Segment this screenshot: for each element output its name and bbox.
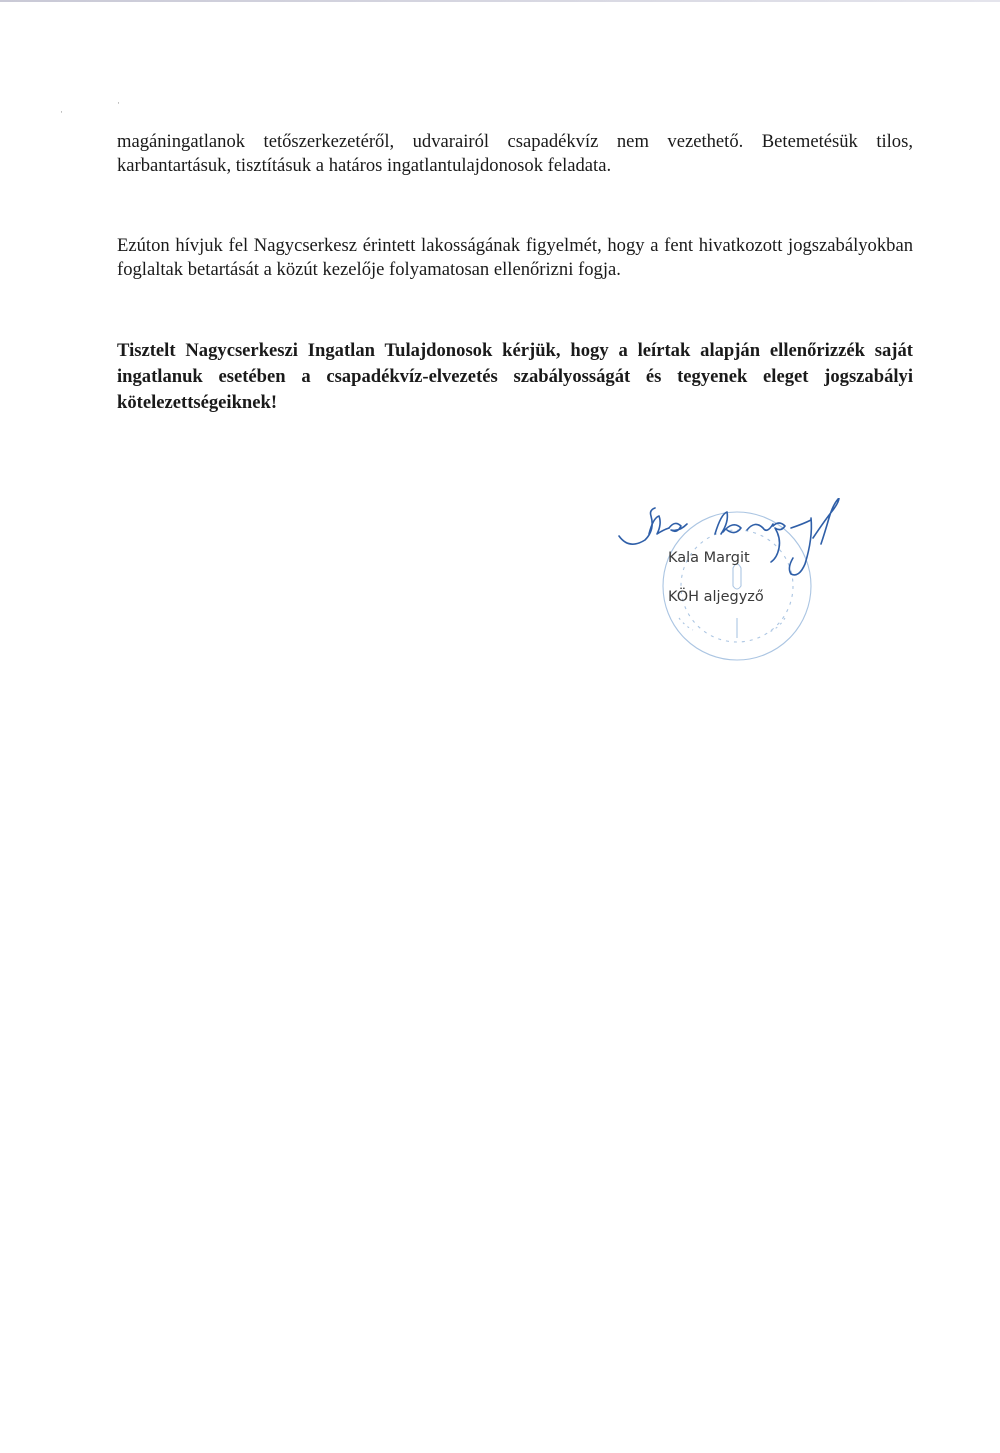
- scan-speck: ·: [60, 107, 63, 117]
- paragraph-request: Tisztelt Nagycserkeszi Ingatlan Tulajdonosok kérjük, hogy a leírtak alapján ellenőrizzék saját ingatlanuk esetében a csapadékvíz-elvezetés szabályosságát és tegyenek eleget jogszabályi kötelezettségeiknek!: [117, 340, 913, 413]
- signatory-title: KÖH aljegyző: [668, 589, 764, 605]
- signature-block: [615, 498, 865, 668]
- handwritten-signature: [615, 498, 865, 668]
- page-top-border: [0, 0, 1000, 2]
- scan-speck: ·: [117, 98, 120, 108]
- paragraph-notice: Ezúton hívjuk fel Nagycserkesz érintett lakosságának figyelmét, hogy a fent hivatkozott jogszabályokban foglaltak betartását a közút kezelője folyamatosan ellenőrizni fogja.: [117, 235, 913, 280]
- paragraph-drainage-rules: magáningatlanok tetőszerkezetéről, udvarairól csapadékvíz nem vezethető. Betemetésük tilos, karbantartásuk, tisztításuk a határos ingatlantulajdonosok feladata.: [117, 131, 913, 176]
- signatory-name: Kala Margit: [668, 550, 750, 566]
